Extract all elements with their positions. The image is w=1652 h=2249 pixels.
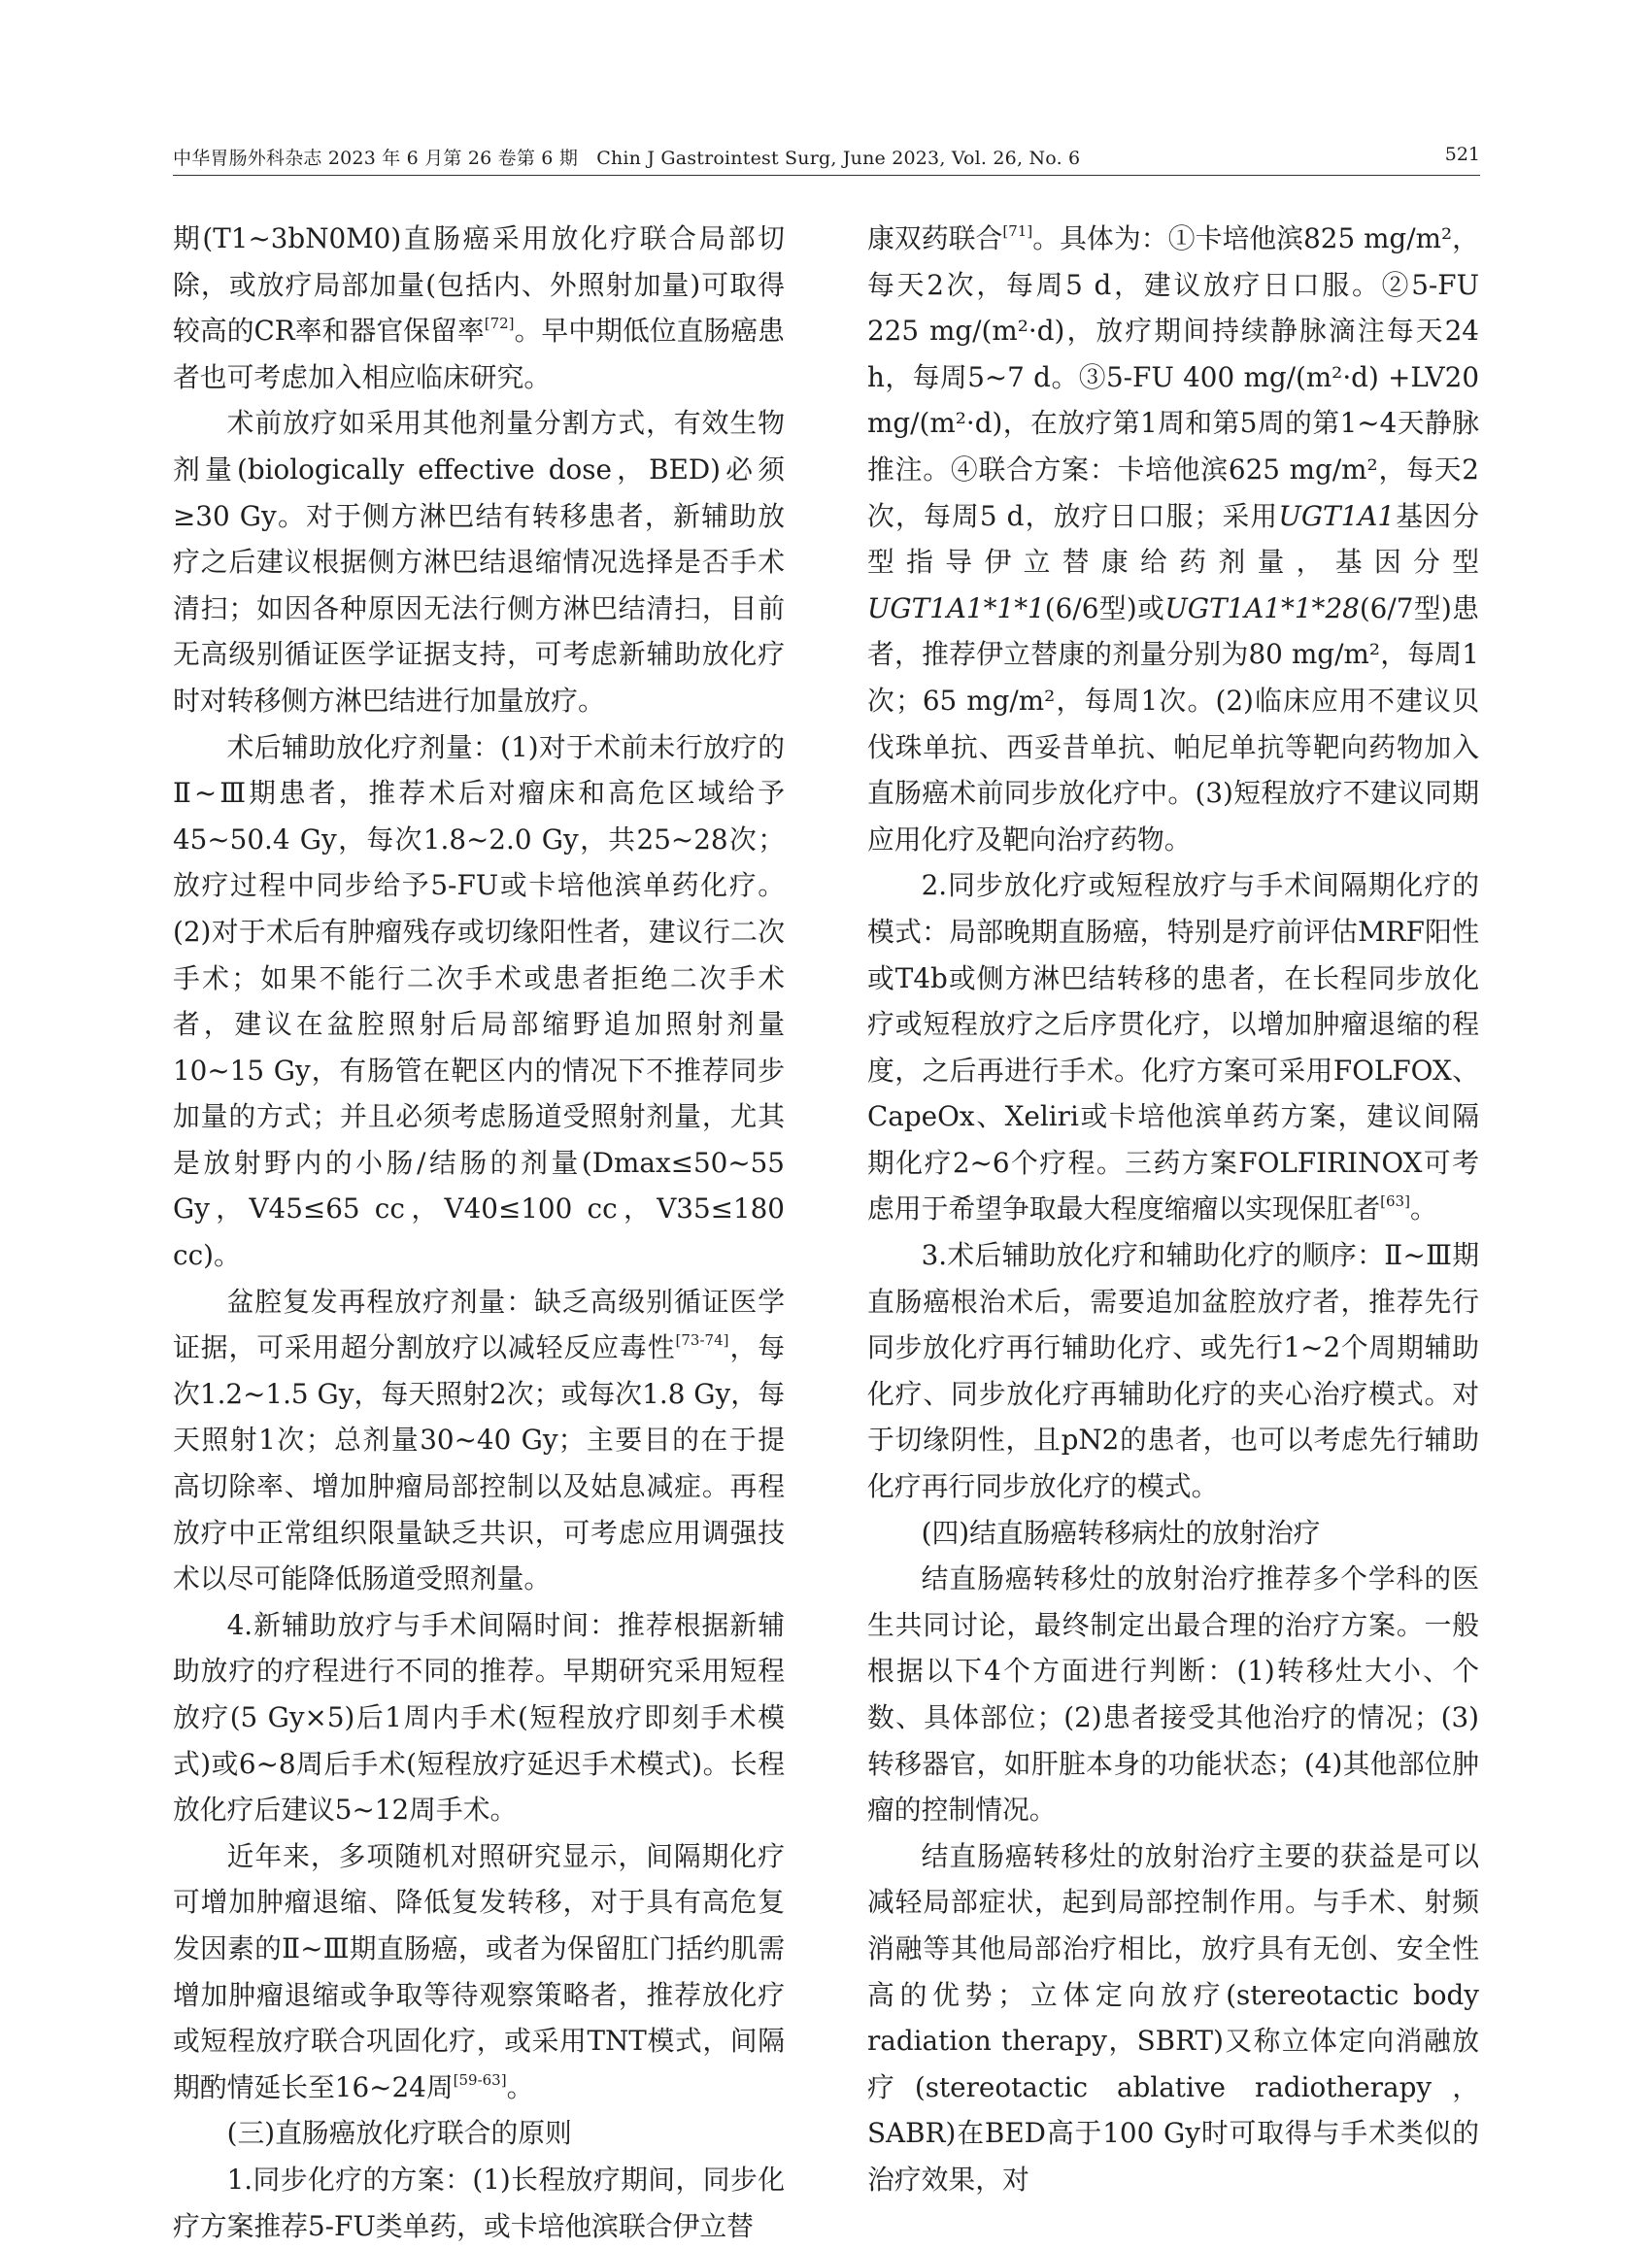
citation-ref[interactable]: [73-74] bbox=[675, 1331, 729, 1350]
right-column bbox=[867, 216, 1479, 2203]
running-header bbox=[173, 142, 1480, 176]
paragraph: 2.同步放化疗或短程放疗与手术间隔期化疗的模式：局部晚期直肠癌，特别是疗前评估MRF阳性或T4b或侧方淋巴结转移的患者，在长程同步放化疗或短程放疗之后序贯化疗，以增加肿瘤退缩的程度，之后再进行手术。化疗方案可采用FOLFOX、CapeOx、Xeliri或卡培他滨单药方案，建议间隔期化疗2~6个疗程。三药方案FOLFIRINOX可考虑用于希望争取最大程度缩瘤以实现保肛者[63]。 bbox=[867, 869, 1479, 1225]
paragraph: 结直肠癌转移灶的放射治疗推荐多个学科的医生共同讨论，最终制定出最合理的治疗方案。一般根据以下4个方面进行判断：(1)转移灶大小、个数、具体部位；(2)患者接受其他治疗的情况；(3)转移器官，如肝脏本身的功能状态；(4)其他部位肿瘤的控制情况。 bbox=[867, 1562, 1479, 1827]
gene-name: UGT1A1 bbox=[1278, 499, 1396, 532]
paragraph: 术前放疗如采用其他剂量分割方式，有效生物剂量(biologically effective dose，BED)必须≥30 Gy。对于侧方淋巴结有转移患者，新辅助放疗之后建议根据侧方淋巴结退缩情况选择是否手术清扫；如因各种原因无法行侧方淋巴结清扫，目前无高级别循证医学证据支持，可考虑新辅助放化疗时对转移侧方淋巴结进行加量放疗。 bbox=[173, 407, 785, 717]
section-heading: (三)直肠癌放化疗联合的原则 bbox=[226, 2117, 572, 2150]
paragraph: 结直肠癌转移灶的放射治疗主要的获益是可以减轻局部症状，起到局部控制作用。与手术、射频消融等其他局部治疗相比，放疗具有无创、安全性高的优势；立体定向放疗(stereotactic body radiation therapy，SBRT)又称立体定向消融放疗(stereotactic ablative radiotherapy，SABR)在BED高于100 Gy时可取得与手术类似的治疗效果，对 bbox=[867, 1839, 1479, 2196]
citation-ref[interactable]: [59-63] bbox=[453, 2070, 507, 2089]
page-number: 521 bbox=[1444, 144, 1480, 165]
journal-citation: 中华胃肠外科杂志 2023 年 6 月第 26 卷第 6 期 Chin J Gastrointest Surg, June 2023, Vol. 26, No. 6 bbox=[173, 148, 1081, 169]
left-column bbox=[173, 216, 785, 2249]
paragraph: 盆腔复发再程放疗剂量：缺乏高级别循证医学证据，可采用超分割放疗以减轻反应毒性[73-74]，每次1.2~1.5 Gy，每天照射2次；或每次1.8 Gy，每天照射1次；总剂量30~40 Gy；主要目的在于提高切除率、增加肿瘤局部控制以及姑息减症。再程放疗中正常组织限量缺乏共识，可考虑应用调强技术以尽可能降低肠道受照剂量。 bbox=[173, 1285, 785, 1595]
citation-ref[interactable]: [72] bbox=[484, 315, 515, 333]
section-heading: (四)结直肠癌转移病灶的放射治疗 bbox=[921, 1516, 1321, 1549]
paragraph: 4.新辅助放疗与手术间隔时间：推荐根据新辅助放疗的疗程进行不同的推荐。早期研究采用短程放疗(5 Gy×5)后1周内手术(短程放疗即刻手术模式)或6~8周后手术(短程放疗延迟手术模式)。长程放化疗后建议5~12周手术。 bbox=[173, 1608, 785, 1827]
gene-name: UGT1A1*1*28 bbox=[1164, 591, 1360, 624]
citation-ref[interactable]: [71] bbox=[1002, 222, 1033, 240]
gene-name: UGT1A1*1*1 bbox=[867, 591, 1045, 624]
paragraph: 近年来，多项随机对照研究显示，间隔期化疗可增加肿瘤退缩、降低复发转移，对于具有高危复发因素的Ⅱ~Ⅲ期直肠癌，或者为保留肛门括约肌需增加肿瘤退缩或争取等待观察策略者，推荐放化疗或短程放疗联合巩固化疗，或采用TNT模式，间隔期酌情延长至16~24周[59-63]。 bbox=[173, 1839, 785, 2103]
citation-ref[interactable]: [63] bbox=[1380, 1192, 1410, 1211]
paragraph: 期(T1~3bN0M0)直肠癌采用放化疗联合局部切除，或放疗局部加量(包括内、外照射加量)可取得较高的CR率和器官保留率[72]。早中期低位直肠癌患者也可考虑加入相应临床研究。 bbox=[173, 222, 785, 393]
paragraph: 3.术后辅助放化疗和辅助化疗的顺序：Ⅱ~Ⅲ期直肠癌根治术后，需要追加盆腔放疗者，推荐先行同步放化疗再行辅助化疗、或先行1~2个周期辅助化疗、同步放化疗再辅助化疗的夹心治疗模式。对于切缘阴性，且pN2的患者，也可以考虑先行辅助化疗再行同步放化疗的模式。 bbox=[867, 1239, 1479, 1503]
paragraph: 1.同步化疗的方案：(1)长程放疗期间，同步化疗方案推荐5-FU类单药，或卡培他滨联合伊立替 bbox=[173, 2163, 785, 2242]
paragraph: 术后辅助放化疗剂量：(1)对于术前未行放疗的Ⅱ~Ⅲ期患者，推荐术后对瘤床和高危区域给予45~50.4 Gy，每次1.8~2.0 Gy，共25~28次；放疗过程中同步给予5-FU或卡培他滨单药化疗。(2)对于术后有肿瘤残存或切缘阳性者，建议行二次手术；如果不能行二次手术或患者拒绝二次手术者，建议在盆腔照射后局部缩野追加照射剂量10~15 Gy，有肠管在靶区内的情况下不推荐同步加量的方式；并且必须考虑肠道受照射剂量，尤其是放射野内的小肠/结肠的剂量(Dmax≤50~55 Gy，V45≤65 cc，V40≤100 cc，V35≤180 cc)。 bbox=[173, 730, 785, 1272]
paragraph: 康双药联合[71]。具体为：①卡培他滨825 mg/m²，每天2次，每周5 d，建议放疗日口服。②5-FU 225 mg/(m²·d)，放疗期间持续静脉滴注每天24 h，每周5~7 d。③5-FU 400 mg/(m²·d) +LV20 mg/(m²·d)，在放疗第1周和第5周的第1~4天静脉推注。④联合方案：卡培他滨625 mg/m²，每天2次，每周5 d，放疗日口服；采用UGT1A1基因分型指导伊立替康给药剂量，基因分型UGT1A1*1*1(6/6型)或UGT1A1*1*28(6/7型)患者，推荐伊立替康的剂量分别为80 mg/m²，每周1次；65 mg/m²，每周1次。(2)临床应用不建议贝伐珠单抗、西妥昔单抗、帕尼单抗等靶向药物加入直肠癌术前同步放化疗中。(3)短程放疗不建议同期应用化疗及靶向治疗药物。 bbox=[867, 222, 1479, 856]
